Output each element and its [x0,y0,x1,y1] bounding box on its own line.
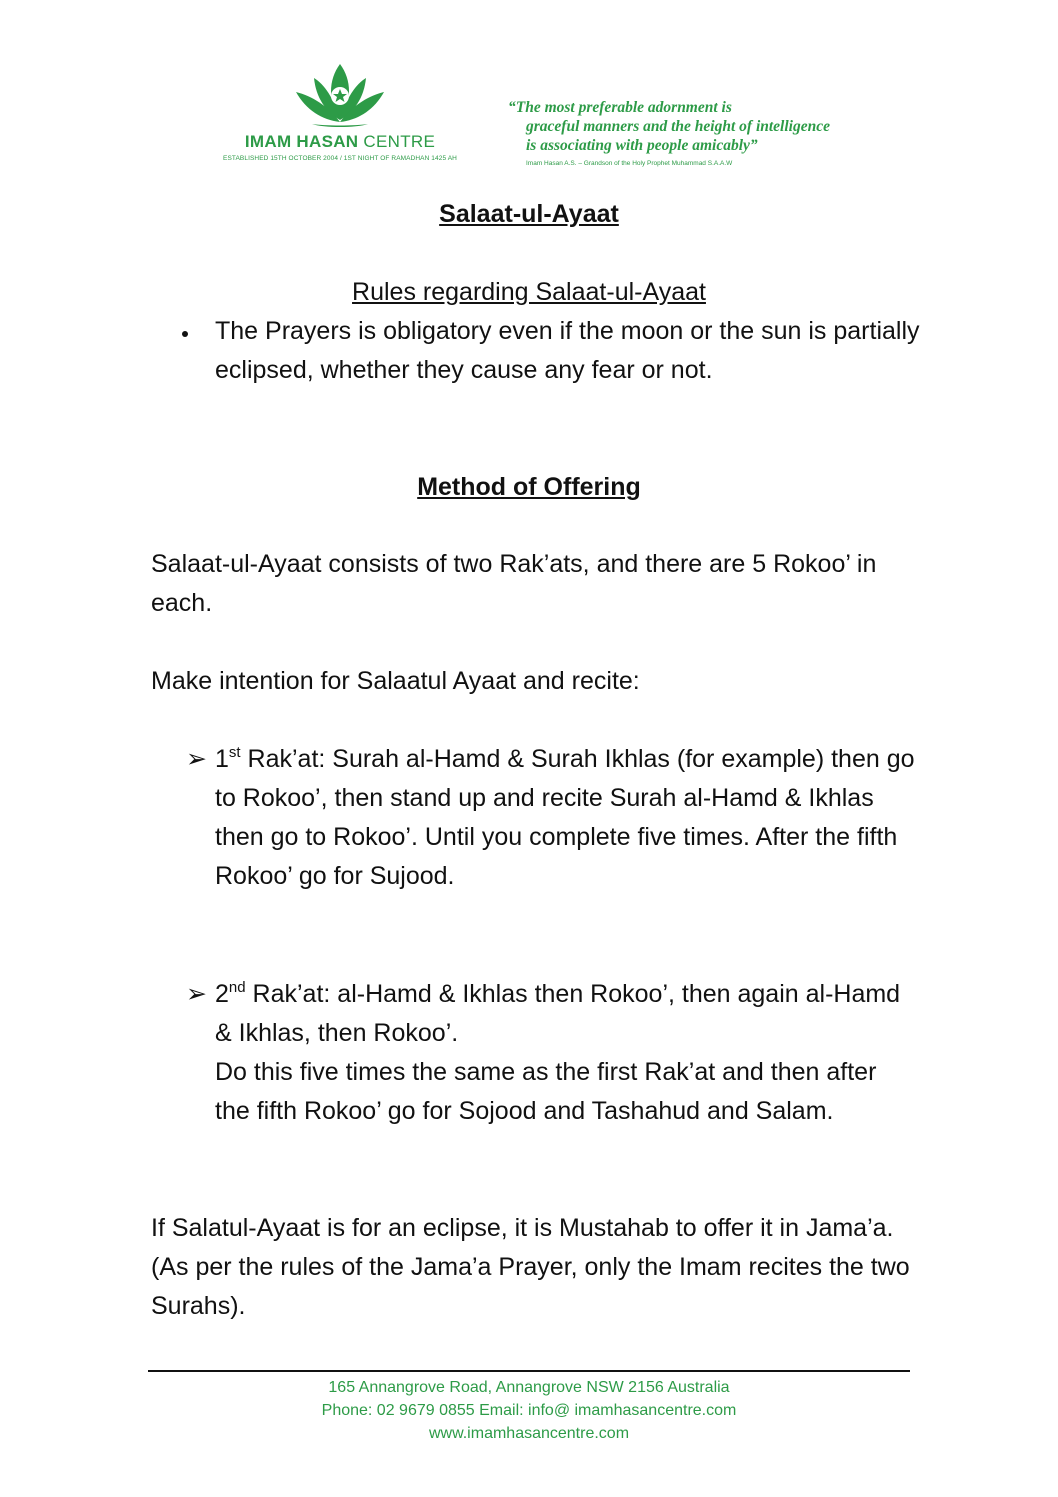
logo-established-line: ESTABLISHED 15TH OCTOBER 2004 / 1ST NIGHT OF RAMADHAN 1425 AH [223,155,457,162]
footer [0,1376,1058,1445]
paragraph-rakats: Salaat-ul-Ayaat consists of two Rak’ats, and there are 5 Rokoo’ in each. [151,550,877,617]
arrow-bullet-icon: ➢ [186,980,207,1008]
paragraph-eclipse-jamaa: If Salatul-Ayaat is for an eclipse, it is Mustahab to offer it in Jama’a. (As per the rules of the Jama’a Prayer, only the Imam recites the two Surahs). [151,1214,910,1320]
logo-wordmark: IMAM HASAN CENTRE [244,132,436,151]
footer-website: www.imamhasancentre.com [428,1425,630,1442]
footer-divider [148,1370,910,1372]
arrow-bullet-icon: ➢ [186,745,207,773]
rules-subtitle: Rules regarding Salaat-ul-Ayaat [352,278,706,306]
paragraph-intention: Make intention for Salaatul Ayaat and recite: [151,667,640,695]
centre-logo [200,62,480,180]
footer-contact: Phone: 02 9679 0855 Email: info@ imamhasancentre.com [321,1402,737,1419]
lotus-logo-icon [290,62,390,130]
letterhead [0,62,1058,182]
method-heading: Method of Offering [417,473,641,501]
header-quote: “The most preferable adornment is graceful manners and the height of intelligence is associating with people amicably” [508,99,830,154]
rule-bullet-text: The Prayers is obligatory even if the moon or the sun is partially eclipsed, whether they cause any fear or not. [215,317,920,384]
quote-attribution: Imam Hasan A.S. – Grandson of the Holy Prophet Muhammad S.A.A.W [526,160,733,167]
footer-address: 165 Annangrove Road, Annangrove NSW 2156 Australia [328,1379,730,1396]
bullet-dot-icon [182,331,188,337]
page-title: Salaat-ul-Ayaat [439,200,619,228]
